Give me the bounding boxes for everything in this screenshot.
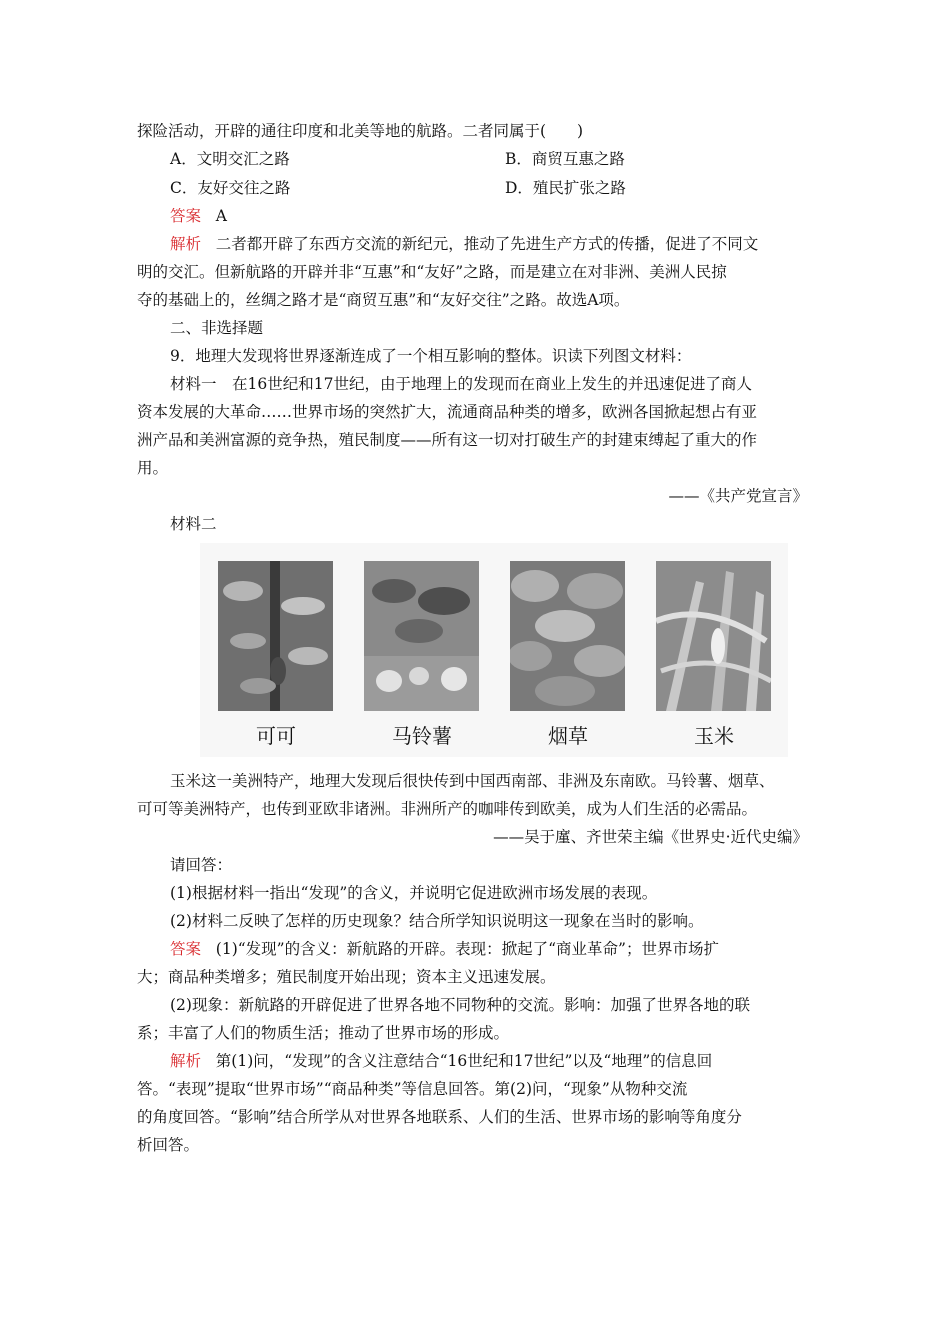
q8-analysis-line-1 <box>170 233 850 255</box>
caption-tobacco: 烟草 <box>548 724 588 748</box>
source-2: ——吴于廑、齐世荣主编《世界史·近代史编》 <box>493 828 808 846</box>
q9-answer-line-3: (2)现象：新航路的开辟促进了世界各地不同物种的交流。影响：加强了世界各地的联 <box>170 996 750 1014</box>
q9-answer-line-1 <box>170 938 850 960</box>
material1-line-3: 洲产品和美洲富源的竞争热，殖民制度——所有这一切对打破生产的封建束缚起了重大的作 <box>137 431 758 449</box>
q8-analysis-line-3: 夺的基础上的，丝绸之路才是“商贸互惠”和“友好交往”之路。故选A项。 <box>137 291 630 309</box>
q9-analysis-line-3: 的角度回答。“影响”结合所学从对世界各地联系、人们的生活、世界市场的影响等角度分 <box>137 1108 742 1126</box>
option-d: D．殖民扩张之路 <box>505 179 626 197</box>
material2-line-2: 可可等美洲特产，也传到亚欧非诸洲。非洲所产的咖啡传到欧美，成为人们生活的必需品。 <box>137 800 758 818</box>
caption-cocoa: 可可 <box>256 724 296 748</box>
source-1: ——《共产党宣言》 <box>668 487 808 505</box>
answer-text: (1)“发现”的含义：新航路的开辟。表现：掀起了“商业革命”；世界市场扩 <box>215 940 719 958</box>
caption-corn: 玉米 <box>694 724 734 748</box>
analysis-text: 第(1)问，“发现”的含义注意结合“16世纪和17世纪”以及“地理”的信息回 <box>215 1052 713 1070</box>
question-1: (1)根据材料一指出“发现”的含义，并说明它促进欧洲市场发展的表现。 <box>170 884 658 902</box>
material1-line-4: 用。 <box>137 459 169 477</box>
corn-photo <box>656 561 771 711</box>
material2-label: 材料二 <box>170 515 217 533</box>
q9-analysis-line-2: 答。“表现”提取“世界市场”“商品种类”等信息回答。第(2)问，“现象”从物种交流 <box>137 1080 688 1098</box>
q8-stem: 探险活动，开辟的通往印度和北美等地的航路。二者同属于( ) <box>137 122 584 140</box>
option-b: B．商贸互惠之路 <box>505 150 625 168</box>
material2-line-1: 玉米这一美洲特产，地理大发现后很快传到中国西南部、非洲及东南欧。马铃薯、烟草、 <box>170 772 775 790</box>
prompt: 请回答： <box>170 856 233 874</box>
q8-answer <box>170 205 850 227</box>
q9-answer-line-4: 系；丰富了人们的物质生活；推动了世界市场的形成。 <box>137 1024 510 1042</box>
q9-stem: 9．地理大发现将世界逐渐连成了一个相互影响的整体。识读下列图文材料： <box>170 347 692 365</box>
section-title: 二、非选择题 <box>170 319 264 337</box>
q8-analysis-line-2: 明的交汇。但新航路的开辟并非“互惠”和“友好”之路，而是建立在对非洲、美洲人民掠 <box>137 263 727 281</box>
q9-answer-line-2: 大；商品种类增多；殖民制度开始出现；资本主义迅速发展。 <box>137 968 556 986</box>
q9-analysis-line-4: 析回答。 <box>137 1136 200 1154</box>
question-2: (2)材料二反映了怎样的历史现象？结合所学知识说明这一现象在当时的影响。 <box>170 912 704 930</box>
answer-label: 答案 <box>170 940 202 958</box>
cocoa-photo <box>218 561 333 711</box>
material1-line-2: 资本发展的大革命……世界市场的突然扩大，流通商品种类的增多，欧洲各国掀起想占有亚 <box>137 403 758 421</box>
option-a: A．文明交汇之路 <box>170 150 290 168</box>
potato-photo <box>364 561 479 711</box>
caption-potato: 马铃薯 <box>392 724 452 748</box>
tobacco-photo <box>510 561 625 711</box>
analysis-label: 解析 <box>170 235 202 253</box>
answer-label: 答案 <box>170 207 202 225</box>
q9-analysis-line-1 <box>170 1050 850 1072</box>
material1-line-1: 材料一 在16世纪和17世纪，由于地理上的发现而在商业上发生的并迅速促进了商人 <box>170 375 752 393</box>
analysis-label: 解析 <box>170 1052 202 1070</box>
crop-photos <box>200 543 788 757</box>
analysis-text: 二者都开辟了东西方交流的新纪元，推动了先进生产方式的传播，促进了不同文 <box>215 235 759 253</box>
option-c: C．友好交往之路 <box>170 179 291 197</box>
answer-value: A <box>215 207 227 225</box>
